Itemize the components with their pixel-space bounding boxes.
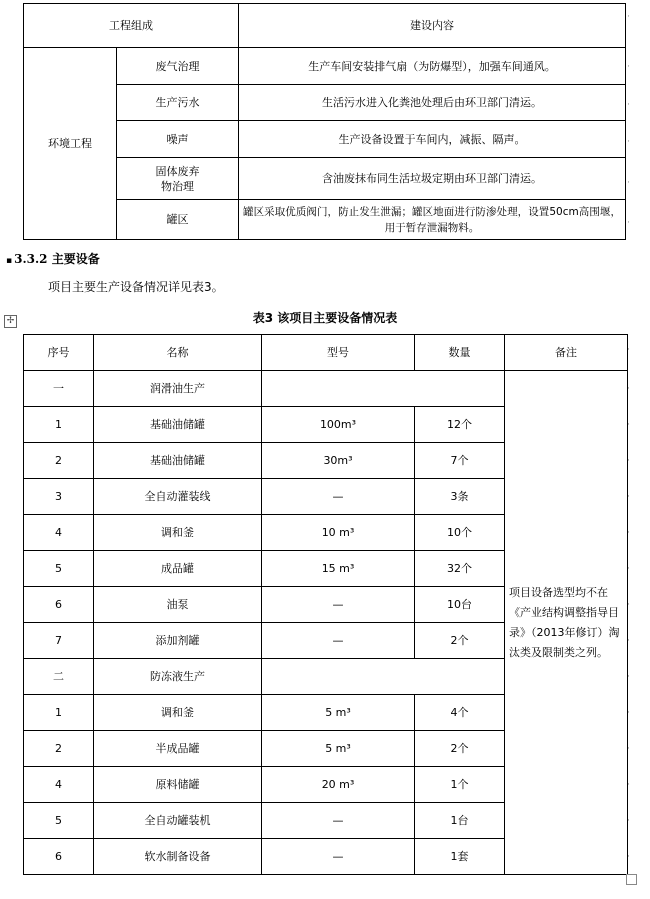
group-name-cell: 润滑油生产 — [94, 371, 262, 407]
item-cell: 噪声 — [117, 121, 239, 158]
row-number-cell: 6 — [24, 587, 94, 623]
quantity-cell: 12个 — [415, 407, 505, 443]
row-end-mark-icon: · — [627, 564, 630, 574]
content-cell: 生产车间安装排气扇（为防爆型），加强车间通风。 — [239, 48, 626, 85]
equipment-name-cell: 油泵 — [94, 587, 262, 623]
row-end-mark-icon: · — [627, 636, 630, 646]
equipment-name-cell: 全自动灌装线 — [94, 479, 262, 515]
row-number-cell: 2 — [24, 731, 94, 767]
item-line: 固体废弃 — [155, 164, 200, 178]
model-cell: — — [262, 623, 415, 659]
row-number-cell: 5 — [24, 551, 94, 587]
row-end-mark-icon: · — [627, 780, 630, 790]
model-cell: — — [262, 479, 415, 515]
quantity-cell: 7个 — [415, 443, 505, 479]
remark-cell: 项目设备选型均不在《产业结构调整指导目录》（2013年修订）淘汰类及限制类之列。 — [505, 371, 628, 875]
model-cell: 20 m³ — [262, 767, 415, 803]
row-end-mark-icon: · — [627, 345, 630, 355]
equipment-name-cell: 半成品罐 — [94, 731, 262, 767]
row-end-mark-icon: · — [627, 744, 630, 754]
equipment-name-cell: 基础油储罐 — [94, 407, 262, 443]
column-header: 序号 — [24, 335, 94, 371]
quantity-cell: 1个 — [415, 767, 505, 803]
quantity-cell: 2个 — [415, 731, 505, 767]
quantity-cell: 10个 — [415, 515, 505, 551]
equipment-name-cell: 全自动罐装机 — [94, 803, 262, 839]
row-end-mark-icon: · — [627, 708, 630, 718]
construction-content-table — [23, 3, 626, 240]
equipment-name-cell: 调和釜 — [94, 695, 262, 731]
row-end-mark-icon: · — [627, 492, 630, 502]
column-header: 备注 — [505, 335, 628, 371]
item-cell: 罐区 — [117, 200, 239, 240]
content-cell: 罐区采取优质阀门，防止发生泄漏；罐区地面进行防渗处理，设置50cm高围堰，用于暂存泄漏物料。 — [239, 200, 626, 240]
group-number-cell: 二 — [24, 659, 94, 695]
row-number-cell: 3 — [24, 479, 94, 515]
quantity-cell: 3条 — [415, 479, 505, 515]
item-cell: 废气治理 — [117, 48, 239, 85]
group-name-cell: 防冻液生产 — [94, 659, 262, 695]
table-header-row — [24, 335, 628, 371]
model-cell: 100m³ — [262, 407, 415, 443]
group-blank-cell — [262, 371, 505, 407]
body-paragraph: 项目主要生产设备情况详见表3。 — [48, 280, 224, 294]
model-cell: 10 m³ — [262, 515, 415, 551]
row-end-mark-icon: · — [627, 100, 630, 110]
column-header: 数量 — [415, 335, 505, 371]
model-cell: 5 m³ — [262, 731, 415, 767]
row-end-mark-icon: · — [627, 528, 630, 538]
section-heading-text: 3.3.2 主要设备 — [14, 252, 100, 266]
content-cell: 生产设备设置于车间内，减振、隔声。 — [239, 121, 626, 158]
row-end-mark-icon: · — [627, 178, 630, 188]
bullet-icon: ▪ — [6, 256, 13, 266]
group-number-cell: 一 — [24, 371, 94, 407]
item-cell: 生产污水 — [117, 85, 239, 121]
equipment-name-cell: 原料储罐 — [94, 767, 262, 803]
row-number-cell: 6 — [24, 839, 94, 875]
model-cell: 5 m³ — [262, 695, 415, 731]
table-resize-handle[interactable] — [626, 874, 637, 885]
quantity-cell: 1台 — [415, 803, 505, 839]
section-heading — [6, 250, 100, 267]
row-end-mark-icon: · — [627, 420, 630, 430]
table-caption: 表3 该项目主要设备情况表 — [252, 311, 398, 325]
quantity-cell: 2个 — [415, 623, 505, 659]
equipment-table — [23, 334, 628, 875]
group-blank-cell — [262, 659, 505, 695]
column-header: 名称 — [94, 335, 262, 371]
header-construction-content: 建设内容 — [239, 4, 626, 48]
quantity-cell: 1套 — [415, 839, 505, 875]
row-end-mark-icon: · — [627, 852, 630, 862]
quantity-cell: 4个 — [415, 695, 505, 731]
row-end-mark-icon: · — [627, 816, 630, 826]
equipment-name-cell: 添加剂罐 — [94, 623, 262, 659]
equipment-name-cell: 软水制备设备 — [94, 839, 262, 875]
row-number-cell: 1 — [24, 695, 94, 731]
column-header: 型号 — [262, 335, 415, 371]
model-cell: — — [262, 587, 415, 623]
header-project-composition: 工程组成 — [24, 4, 239, 48]
category-cell: 环境工程 — [24, 48, 117, 240]
equipment-name-cell: 成品罐 — [94, 551, 262, 587]
model-cell: — — [262, 839, 415, 875]
content-cell: 含油废抹布同生活垃圾定期由环卫部门清运。 — [239, 158, 626, 200]
model-cell: — — [262, 803, 415, 839]
content-cell: 生活污水进入化粪池处理后由环卫部门清运。 — [239, 85, 626, 121]
row-number-cell: 7 — [24, 623, 94, 659]
item-line: 物治理 — [161, 179, 194, 193]
row-end-mark-icon: · — [627, 672, 630, 682]
group-row — [24, 371, 628, 407]
row-end-mark-icon: · — [627, 600, 630, 610]
row-end-mark-icon: · — [627, 384, 630, 394]
equipment-name-cell: 调和釜 — [94, 515, 262, 551]
row-end-mark-icon: · — [627, 12, 630, 22]
row-number-cell: 4 — [24, 767, 94, 803]
row-number-cell: 2 — [24, 443, 94, 479]
row-end-mark-icon: · — [627, 62, 630, 72]
model-cell: 30m³ — [262, 443, 415, 479]
model-cell: 15 m³ — [262, 551, 415, 587]
row-number-cell: 1 — [24, 407, 94, 443]
row-end-mark-icon: · — [627, 456, 630, 466]
row-number-cell: 5 — [24, 803, 94, 839]
row-end-mark-icon: · — [627, 137, 630, 147]
item-cell — [117, 158, 239, 200]
row-number-cell: 4 — [24, 515, 94, 551]
quantity-cell: 10台 — [415, 587, 505, 623]
row-end-mark-icon: · — [627, 218, 630, 228]
quantity-cell: 32个 — [415, 551, 505, 587]
table-move-handle-icon[interactable]: ✢ — [4, 315, 17, 328]
equipment-name-cell: 基础油储罐 — [94, 443, 262, 479]
